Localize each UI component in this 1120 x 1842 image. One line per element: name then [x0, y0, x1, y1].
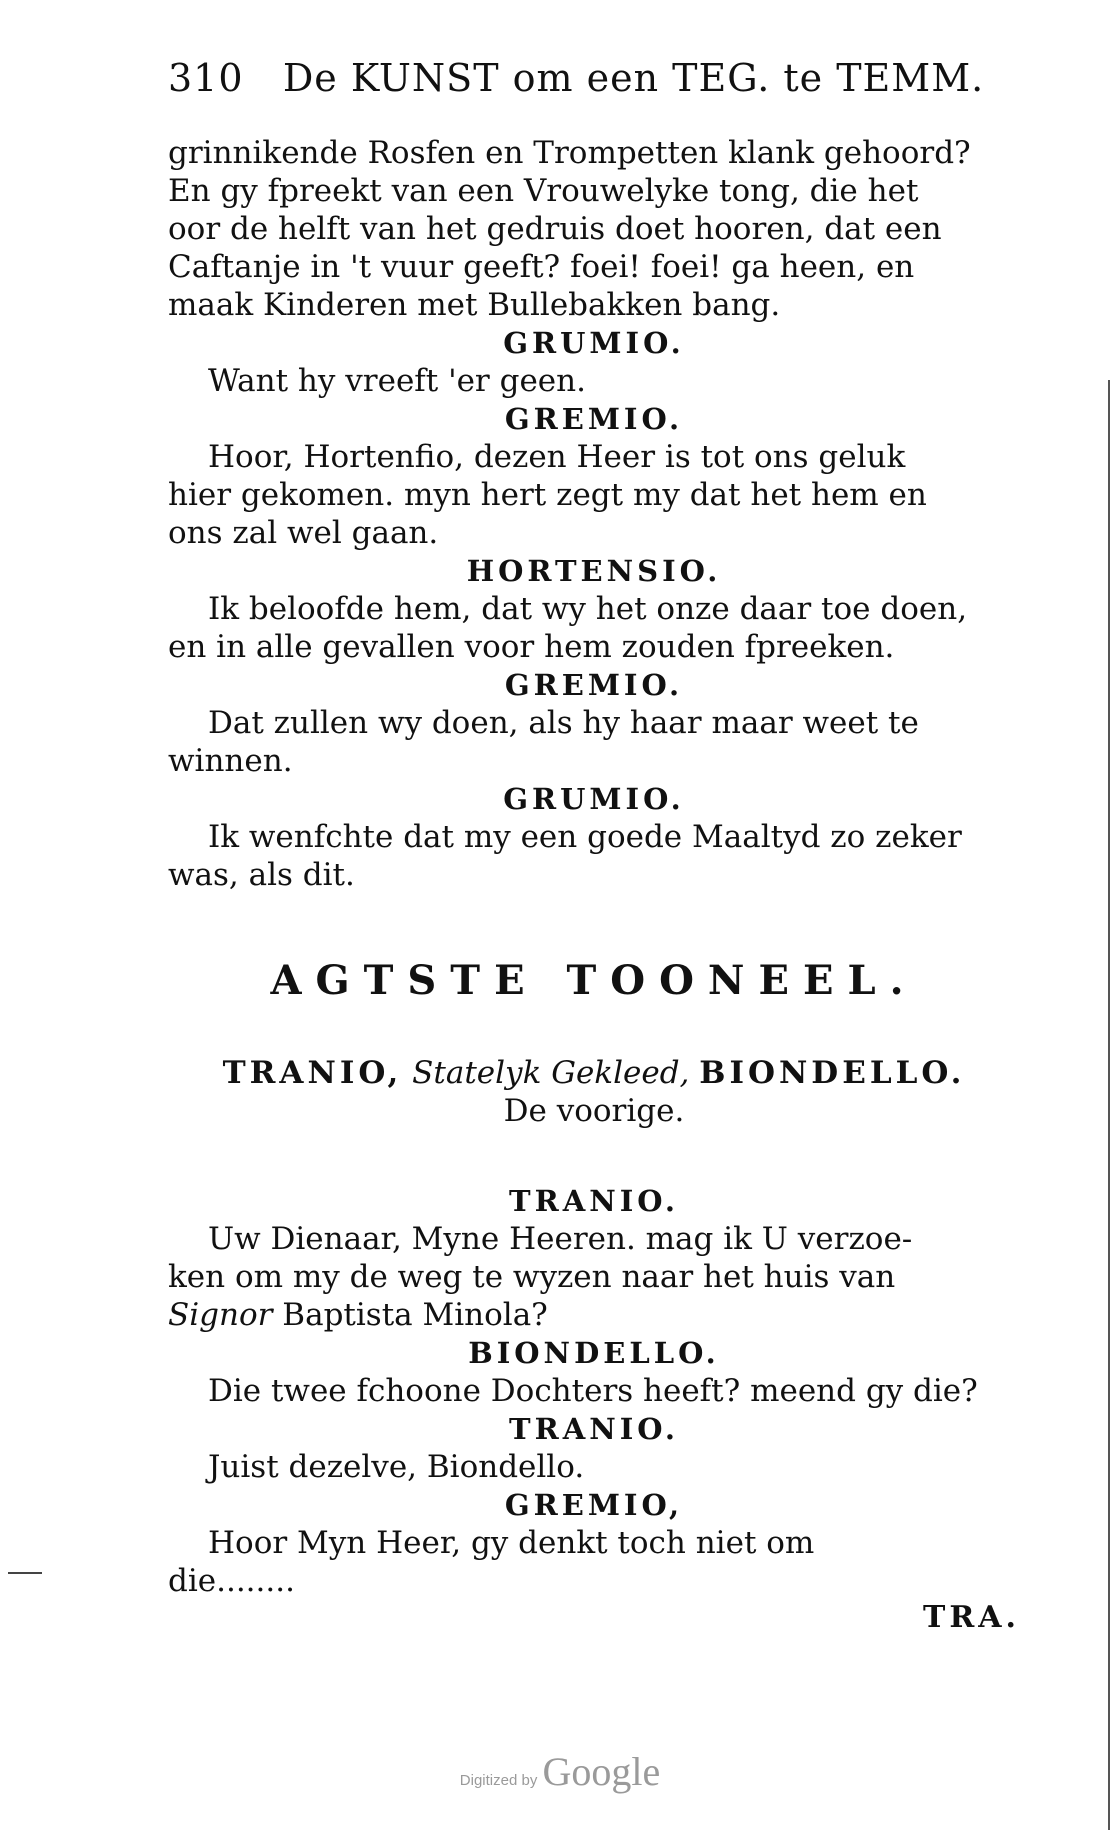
dialogue-line: ons zal wel gaan. — [168, 515, 439, 551]
dialogue-line: Hoor Myn Heer, gy denkt toch niet om — [208, 1525, 815, 1561]
dialogue-line: hier gekomen. myn hert zegt my dat het hem en — [168, 477, 927, 513]
dialogue-line: Juist dezelve, Biondello. — [208, 1449, 585, 1485]
dialogue-line: Ik wenfchte dat my een goede Maaltyd zo zeker — [208, 819, 962, 855]
text-line: maak Kinderen met Bullebakken bang. — [168, 287, 781, 323]
text-line: grinnikende Rosfen en Trompetten klank gehoord? — [168, 135, 971, 171]
dialogue-line: Hoor, Hortenfio, dezen Heer is tot ons geluk — [208, 439, 906, 475]
persons-line — [168, 1054, 1020, 1092]
speaker-name: GREMIO. — [504, 668, 684, 702]
person-name: BIONDELLO. — [699, 1055, 966, 1091]
scene-dialogue — [168, 1182, 1020, 1600]
scene-heading-block — [168, 958, 1020, 1004]
speaker-name: HORTENSIO. — [466, 554, 722, 588]
dialogue-line: die........ — [168, 1563, 295, 1599]
dialogue-line: Die twee fchoone Dochters heeft? meend gy die? — [208, 1373, 978, 1409]
dialogue-line: Ik beloofde hem, dat wy het onze daar toe doen, — [208, 591, 968, 627]
dialogue-line: en in alle gevallen voor hem zouden fpreeken. — [168, 629, 895, 665]
speaker-name: GRUMIO. — [503, 326, 685, 360]
dialogue-line: Want hy vreeft 'er geen. — [208, 363, 586, 399]
page-number: 310 — [168, 56, 244, 100]
speaker-name: TRANIO. — [509, 1184, 679, 1218]
persons-line: De voorige. — [503, 1093, 685, 1129]
speaker-name: GRUMIO. — [503, 782, 685, 816]
text-line: oor de helft van het gedruis doet hooren, dat een — [168, 211, 942, 247]
scene-title: AGTSTE TOONEEL. — [270, 957, 918, 1004]
google-logo: Google — [542, 1749, 661, 1794]
dialogue-line: winnen. — [168, 743, 293, 779]
dialogue-line — [168, 1296, 1020, 1334]
margin-mark — [8, 1572, 42, 1574]
italic-word: Signor — [168, 1297, 273, 1333]
speaker-name: GREMIO. — [504, 402, 684, 436]
person-name: TRANIO, — [222, 1055, 403, 1091]
digitized-label: Digitized by — [459, 1772, 538, 1789]
digitization-watermark — [0, 1748, 1120, 1795]
speaker-name: GREMIO, — [504, 1488, 684, 1522]
dialogue-line: was, als dit. — [168, 857, 355, 893]
stage-direction: Statelyk Gekleed, — [412, 1055, 690, 1091]
dialogue-line: Dat zullen wy doen, als hy haar maar weet te — [208, 705, 919, 741]
speaker-name: BIONDELLO. — [468, 1336, 720, 1370]
text-line: Caftanje in 't vuur geeft? foei! foei! ga heen, en — [168, 249, 915, 285]
catchword: TRA. — [923, 1600, 1020, 1635]
dialogue-text: Baptista Minola? — [272, 1297, 548, 1333]
body-text — [168, 134, 1020, 894]
page-edge-line — [1108, 380, 1110, 1830]
dialogue-line: ken om my de weg te wyzen naar het huis van — [168, 1259, 896, 1295]
text-line: En gy fpreekt van een Vrouwelyke tong, die het — [168, 173, 919, 209]
running-title: De KUNST om een TEG. te TEMM. — [282, 56, 985, 100]
dialogue-line: Uw Dienaar, Myne Heeren. mag ik U verzoe- — [208, 1221, 913, 1257]
speaker-name: TRANIO. — [509, 1412, 679, 1446]
dramatis-personae — [168, 1054, 1020, 1130]
running-header — [168, 56, 988, 100]
